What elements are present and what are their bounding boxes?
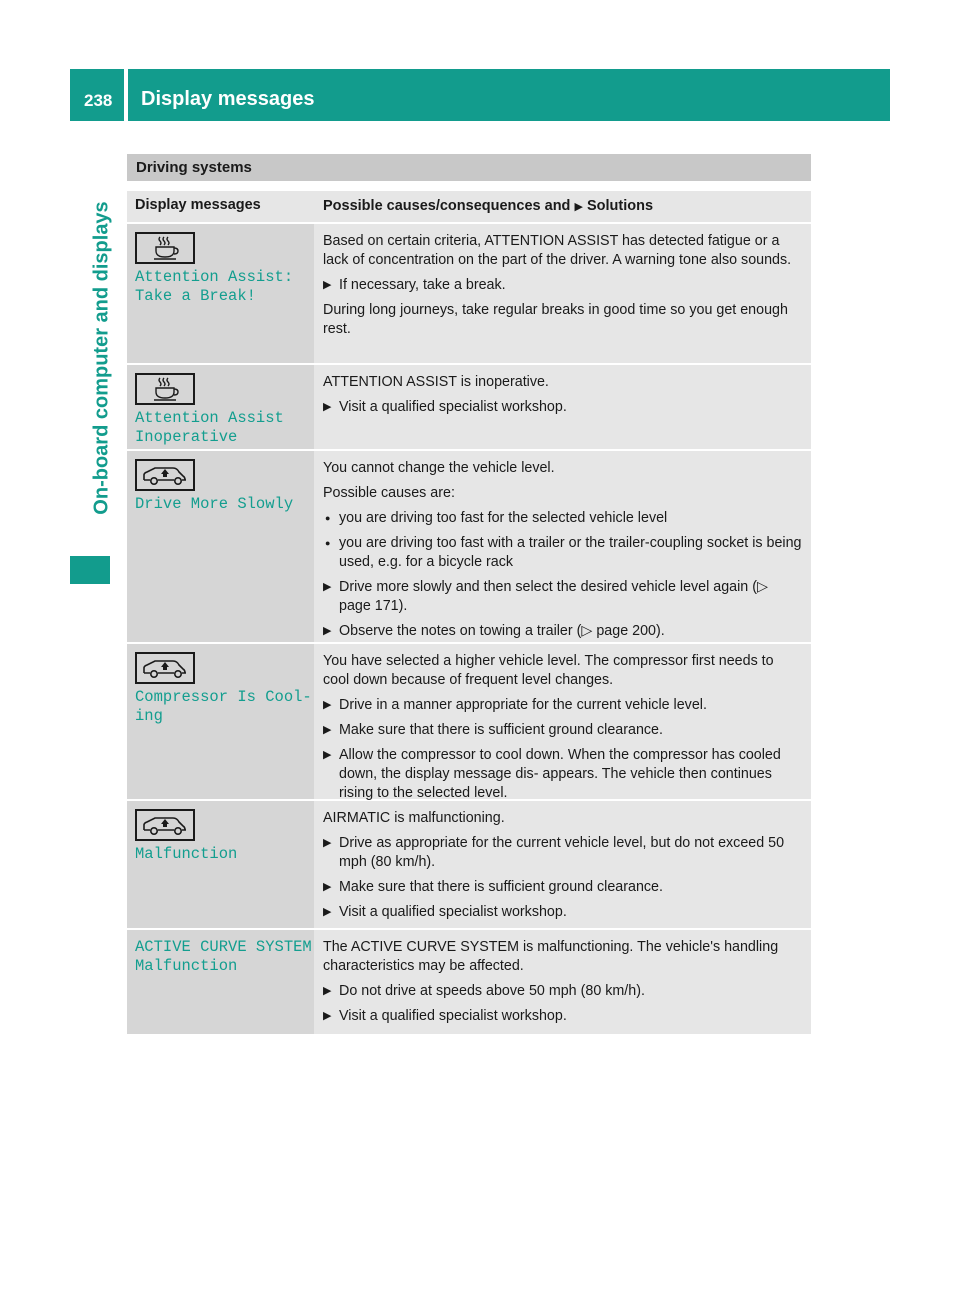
page-number: 238 [84,91,113,110]
description-text: Based on certain criteria, ATTENTION ASSIST has detected fatigue or a lack of concentration on the part of the driver. A warning tone also sounds. [323,233,792,268]
col-header-display-messages: Display messages [127,191,314,222]
table-row [127,224,811,365]
description-text: ATTENTION ASSIST is inoperative. [323,374,549,390]
table-header-row [127,191,811,224]
causes-solutions-cell [314,644,811,799]
table-row [127,365,811,451]
col-header-solutions-text: Solutions [586,198,654,214]
table-row [127,644,811,801]
solution-step: ▶ Make sure that there is sufficient ground clearance. [323,878,803,897]
solution-step: ▶ Drive as appropriate for the current vehicle level, but do not exceed 50 mph (80 km/h). [323,834,803,872]
display-message-text: Malfunction [135,845,238,863]
display-message-text: ACTIVE CURVE SYSTEM Malfunction [135,938,312,975]
solution-step: ▶ If necessary, take a break. [323,276,803,295]
side-chapter-label [86,163,118,553]
display-message-cell [127,451,314,642]
causes-solutions-cell [314,365,811,449]
display-message-text: Compressor Is Cool‐ ing [135,688,312,725]
coffee-cup-icon [135,232,195,264]
col-header-causes [314,191,811,222]
table-row [127,930,811,1036]
solution-step: ▶ Drive in a manner appropriate for the current vehicle level. [323,696,803,715]
display-message-cell [127,930,314,1034]
table-row [127,801,811,930]
solution-step: ▶ Visit a qualified specialist workshop. [323,903,803,922]
side-marker [70,556,110,584]
description-text: You have selected a higher vehicle level. The compressor first needs to cool down because of frequent level changes. [323,653,774,688]
causes-solutions-cell [314,224,811,363]
col-header-causes-text: Possible causes/consequences and [323,198,571,214]
description-text: AIRMATIC is malfunctioning. [323,810,505,826]
causes-solutions-cell [314,451,811,642]
display-message-cell [127,644,314,799]
header-divider [124,69,128,121]
cause-bullet: ● you are driving too fast for the selected vehicle level [323,509,803,528]
description-text: During long journeys, take regular breaks in good time so you get enough rest. [323,302,788,337]
section-title: Driving systems [136,159,252,176]
page-title: Display messages [141,88,315,110]
section-header [127,154,811,181]
vehicle-level-icon [135,652,195,684]
solution-step: ▶ Allow the compressor to cool down. When the compressor has cooled down, the display message dis- appears. The vehicle then continues rising to the selected level. [323,746,803,803]
solution-step: ▶ Make sure that there is sufficient ground clearance. [323,721,803,740]
causes-solutions-cell [314,801,811,928]
display-message-text: Attention Assist: Take a Break! [135,268,294,305]
display-messages-table [127,191,811,1036]
description-text: Possible causes are: [323,485,455,501]
vehicle-level-icon [135,459,195,491]
vehicle-level-icon [135,809,195,841]
solution-step: ▶ Visit a qualified specialist workshop. [323,398,803,417]
cause-bullet: ● you are driving too fast with a trailer or the trailer-coupling socket is being used, e.g. for a bicycle rack [323,534,803,572]
action-arrow-icon: ▶ [574,201,583,213]
coffee-cup-icon [135,373,195,405]
display-message-cell [127,365,314,449]
solution-step: ▶ Observe the notes on towing a trailer (▷ page 200). [323,622,803,641]
display-message-cell [127,801,314,928]
display-message-cell [127,224,314,363]
solution-step: ▶ Do not drive at speeds above 50 mph (80 km/h). [323,982,803,1001]
side-chapter-text: On-board computer and displays [90,201,113,515]
table-row [127,451,811,644]
display-message-text: Attention Assist Inoperative [135,409,284,446]
solution-step: ▶ Visit a qualified specialist workshop. [323,1007,803,1026]
display-message-text: Drive More Slowly [135,495,294,513]
solution-step: ▶ Drive more slowly and then select the desired vehicle level again (▷ page 171). [323,578,803,616]
description-text: You cannot change the vehicle level. [323,460,555,476]
causes-solutions-cell [314,930,811,1034]
description-text: The ACTIVE CURVE SYSTEM is malfunctioning. The vehicle's handling characteristics may be affected. [323,939,779,974]
